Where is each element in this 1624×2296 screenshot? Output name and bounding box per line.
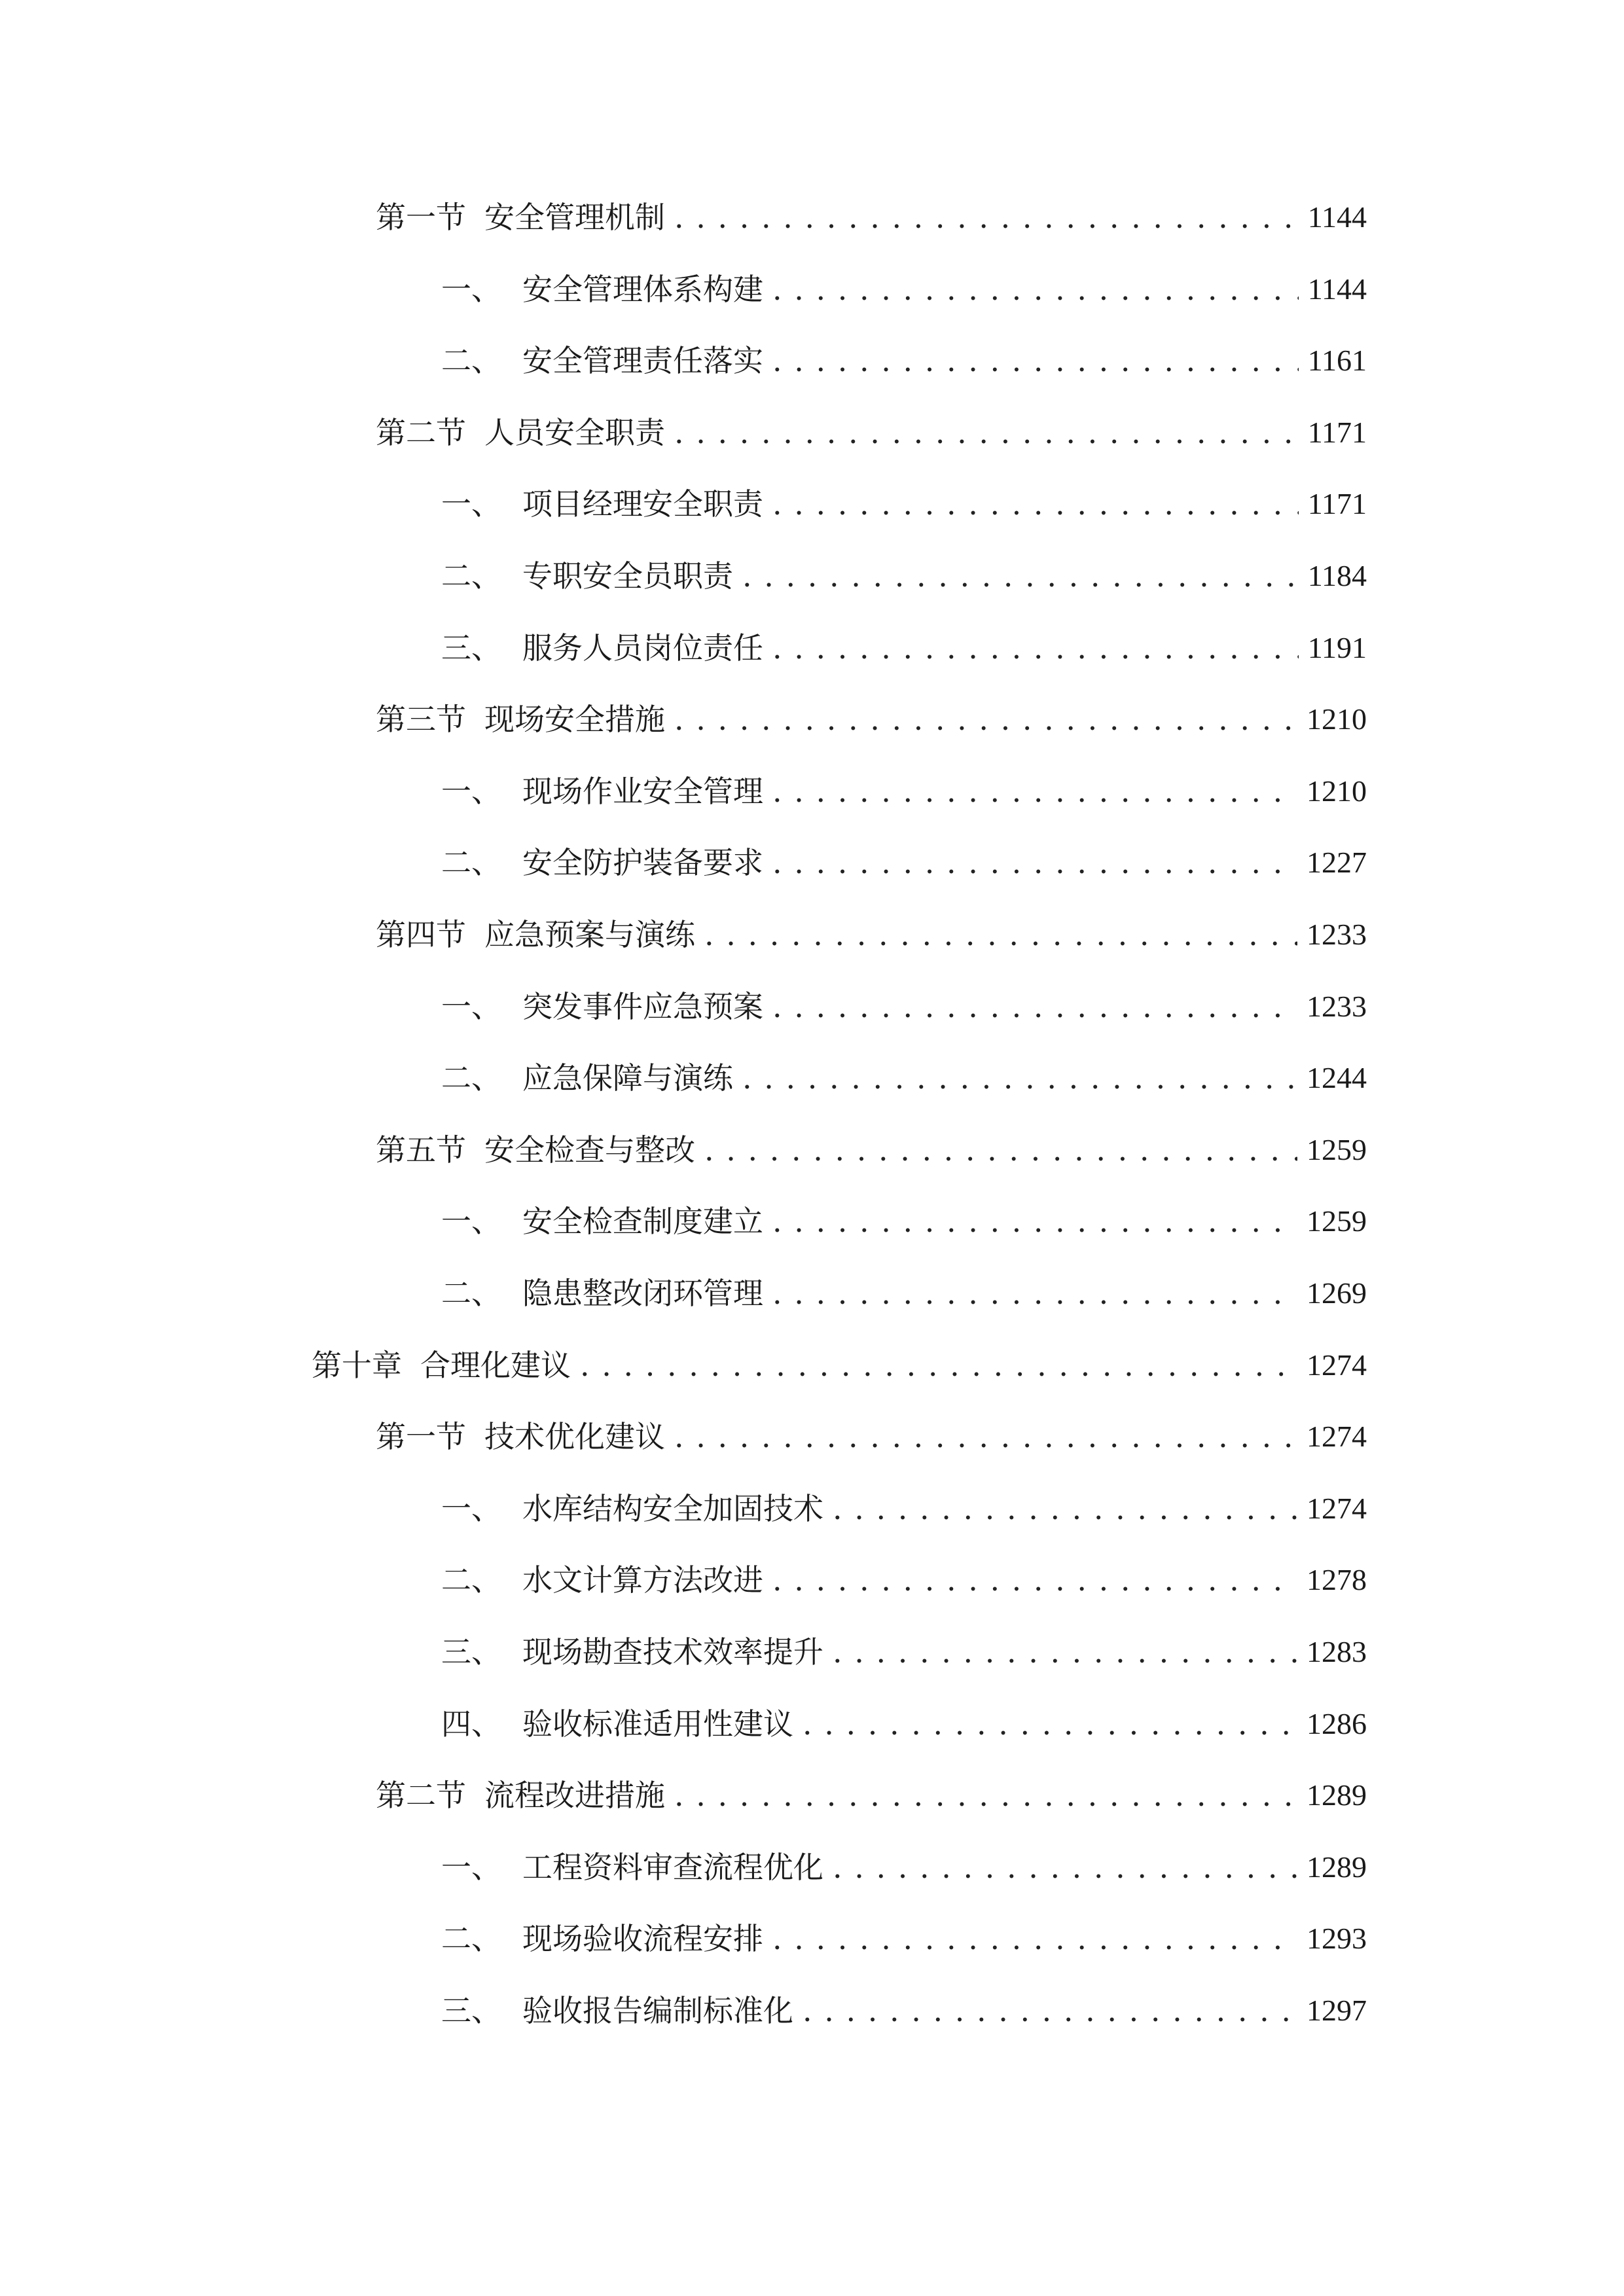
- toc-entry[interactable]: [441, 768, 1367, 814]
- toc-entry-title: 技术优化建议: [484, 1419, 665, 1455]
- toc-entry-page-number: 1171: [1307, 487, 1367, 521]
- toc-entry-marker: 三、: [441, 630, 501, 666]
- dot-leader: [772, 625, 1299, 671]
- toc-entry-marker: 一、: [441, 486, 501, 522]
- toc-entry-page-number: 1191: [1307, 630, 1367, 664]
- toc-entry[interactable]: [376, 1127, 1367, 1173]
- toc-entry-page-number: 1227: [1307, 846, 1367, 880]
- dot-leader: [742, 553, 1299, 599]
- toc-entry-title: 安全检查与整改: [484, 1132, 695, 1168]
- toc-entry-page-number: 1171: [1307, 415, 1367, 449]
- toc-entry[interactable]: [441, 1557, 1367, 1603]
- toc-entry-page-number: 1210: [1307, 774, 1367, 808]
- toc-entry-page-number: 1289: [1307, 1778, 1367, 1812]
- toc-entry-page-number: 1184: [1307, 559, 1367, 592]
- toc-entry-marker: 二、: [441, 1562, 501, 1598]
- toc-entry-title: 水文计算方法改进: [522, 1562, 763, 1598]
- toc-entry-marker: 第二节: [376, 1778, 466, 1814]
- toc-entry-page-number: 1233: [1307, 989, 1367, 1023]
- toc-entry-title: 安全管理体系构建: [522, 271, 763, 307]
- dot-leader: [772, 1557, 1297, 1603]
- toc-entry-title: 验收报告编制标准化: [522, 1993, 793, 2028]
- dot-leader: [704, 912, 1297, 958]
- dot-leader: [772, 1198, 1297, 1244]
- dot-leader: [742, 1055, 1297, 1101]
- toc-entry[interactable]: [441, 984, 1367, 1030]
- dot-leader: [674, 696, 1297, 742]
- toc-entry-marker: 三、: [441, 1993, 501, 2028]
- toc-entry-title: 现场作业安全管理: [522, 773, 763, 809]
- toc-entry-title: 人员安全职责: [484, 414, 665, 450]
- toc-entry-page-number: 1274: [1307, 1420, 1367, 1454]
- toc-entry-marker: 一、: [441, 1204, 501, 1240]
- toc-entry[interactable]: [441, 1988, 1367, 2034]
- toc-entry-marker: 第三节: [376, 702, 466, 738]
- toc-entry-page-number: 1293: [1307, 1922, 1367, 1956]
- toc-entry[interactable]: [441, 1270, 1367, 1316]
- toc-entry-page-number: 1278: [1307, 1563, 1367, 1597]
- toc-entry-title: 流程改进措施: [484, 1778, 665, 1814]
- toc-entry[interactable]: [441, 481, 1367, 527]
- toc-entry-marker: 二、: [441, 343, 501, 379]
- dot-leader: [674, 1414, 1297, 1460]
- toc-entry[interactable]: [441, 1055, 1367, 1101]
- dot-leader: [772, 481, 1299, 527]
- toc-entry-title: 服务人员岗位责任: [522, 630, 763, 666]
- toc-entry[interactable]: [441, 338, 1367, 384]
- toc-entry[interactable]: [376, 912, 1367, 958]
- toc-entry-page-number: 1259: [1307, 1204, 1367, 1238]
- toc-entry-marker: 四、: [441, 1706, 501, 1742]
- dot-leader: [772, 768, 1297, 814]
- toc-entry-marker: 二、: [441, 558, 501, 594]
- toc-entry-title: 安全防护装备要求: [522, 845, 763, 881]
- toc-entry-page-number: 1161: [1307, 344, 1367, 378]
- toc-entry[interactable]: [441, 840, 1367, 886]
- toc-entry-page-number: 1289: [1307, 1850, 1367, 1884]
- toc-entry-marker: 一、: [441, 773, 501, 809]
- dot-leader: [674, 410, 1299, 456]
- toc-entry-title: 安全管理责任落实: [522, 343, 763, 379]
- dot-leader: [772, 984, 1297, 1030]
- toc-entry-title: 现场安全措施: [484, 702, 665, 738]
- toc-entry-marker: 第二节: [376, 414, 466, 450]
- toc-entry-title: 合理化建议: [420, 1347, 571, 1383]
- dot-leader: [833, 1629, 1297, 1675]
- toc-entry[interactable]: [376, 1772, 1367, 1818]
- toc-entry-page-number: 1144: [1307, 200, 1367, 234]
- toc-entry-page-number: 1283: [1307, 1635, 1367, 1668]
- toc-entry[interactable]: [441, 553, 1367, 599]
- toc-entry-title: 应急预案与演练: [484, 917, 695, 952]
- toc-entry[interactable]: [441, 1844, 1367, 1890]
- dot-leader: [704, 1127, 1297, 1173]
- toc-entry[interactable]: [376, 1414, 1367, 1460]
- toc-entry[interactable]: [441, 1701, 1367, 1747]
- toc-entry-marker: 第一节: [376, 200, 466, 235]
- toc-entry-marker: 第一节: [376, 1419, 466, 1455]
- dot-leader: [833, 1486, 1297, 1532]
- toc-entry-marker: 第四节: [376, 917, 466, 952]
- dot-leader: [833, 1844, 1297, 1890]
- toc-entry-page-number: 1144: [1307, 272, 1367, 306]
- toc-entry-marker: 第五节: [376, 1132, 466, 1168]
- toc-entry-marker: 第十章: [312, 1347, 402, 1383]
- toc-entry-marker: 一、: [441, 271, 501, 307]
- toc-entry-marker: 一、: [441, 1849, 501, 1885]
- dot-leader: [674, 194, 1299, 240]
- toc-entry[interactable]: [376, 410, 1367, 456]
- toc-entry-title: 水库结构安全加固技术: [522, 1490, 823, 1526]
- toc-entry[interactable]: [441, 1629, 1367, 1675]
- toc-entry-title: 现场验收流程安排: [522, 1921, 763, 1957]
- dot-leader: [772, 1916, 1297, 1962]
- toc-entry-page-number: 1244: [1307, 1061, 1367, 1095]
- toc-entry-page-number: 1259: [1307, 1132, 1367, 1166]
- toc-entry[interactable]: [441, 266, 1367, 312]
- toc-entry[interactable]: [312, 1342, 1367, 1388]
- toc-entry-page-number: 1286: [1307, 1706, 1367, 1740]
- toc-entry-title: 验收标准适用性建议: [522, 1706, 793, 1742]
- dot-leader: [803, 1988, 1297, 2034]
- toc-entry-marker: 二、: [441, 1060, 501, 1096]
- toc-entry-page-number: 1233: [1307, 918, 1367, 951]
- dot-leader: [803, 1701, 1297, 1747]
- toc-entry-page-number: 1210: [1307, 702, 1367, 736]
- toc-entry-marker: 二、: [441, 1921, 501, 1957]
- toc-entry[interactable]: [441, 1486, 1367, 1532]
- dot-leader: [772, 1270, 1297, 1316]
- toc-entry[interactable]: [441, 1916, 1367, 1962]
- dot-leader: [674, 1772, 1297, 1818]
- toc-entry-title: 隐患整改闭环管理: [522, 1276, 763, 1311]
- toc-entry-marker: 三、: [441, 1634, 501, 1670]
- toc-entry[interactable]: [441, 625, 1367, 671]
- toc-entry-marker: 二、: [441, 1276, 501, 1311]
- dot-leader: [772, 840, 1297, 886]
- toc-entry-title: 安全检查制度建立: [522, 1204, 763, 1240]
- toc-entry[interactable]: [441, 1198, 1367, 1244]
- toc-entry[interactable]: [376, 696, 1367, 742]
- dot-leader: [772, 338, 1299, 384]
- toc-entry-page-number: 1274: [1307, 1348, 1367, 1382]
- toc-entry-page-number: 1297: [1307, 1994, 1367, 2027]
- toc-entry[interactable]: [376, 194, 1367, 240]
- toc-entry-marker: 一、: [441, 1490, 501, 1526]
- toc-entry-title: 突发事件应急预案: [522, 988, 763, 1024]
- toc-entry-title: 项目经理安全职责: [522, 486, 763, 522]
- toc-entry-title: 应急保障与演练: [522, 1060, 733, 1096]
- toc-entry-title: 工程资料审查流程优化: [522, 1849, 823, 1885]
- dot-leader: [580, 1342, 1297, 1388]
- toc-entry-marker: 一、: [441, 988, 501, 1024]
- toc-entry-marker: 二、: [441, 845, 501, 881]
- toc-entry-title: 专职安全员职责: [522, 558, 733, 594]
- toc-entry-title: 现场勘查技术效率提升: [522, 1634, 823, 1670]
- toc-entry-page-number: 1269: [1307, 1276, 1367, 1310]
- toc-entry-page-number: 1274: [1307, 1491, 1367, 1525]
- dot-leader: [772, 266, 1299, 312]
- toc-entry-title: 安全管理机制: [484, 200, 665, 235]
